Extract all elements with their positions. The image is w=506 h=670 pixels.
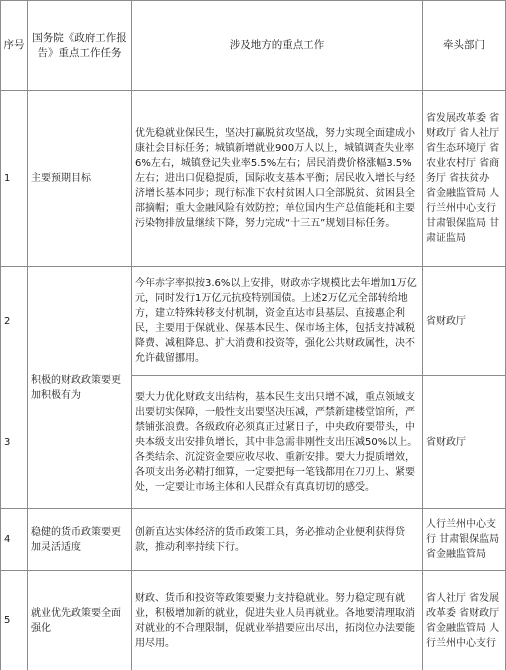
row-lead-dept: 省人社厅 省发展改革委 省财政厅 省金融监管局 人行兰州中心支行 [426, 592, 500, 649]
row-task: 稳健的货币政策要更加灵活适度 [31, 526, 121, 553]
row-local-work: 今年赤字率拟按3.6%以上安排，财政赤字规模比去年增加1万亿元，同时发行1万亿元抗疫特别国债。上述2万亿元全部转给地方，建立特殊转移支付机制，资金直达市县基层、直接惠企利民，主要用于保就业、保基本民生、保市场主体，包括支持减税降费、减租降息、扩大消费和投资等，强化公共财政属性，决不允许截留挪用。 [135, 278, 417, 364]
row-number: 4 [4, 534, 11, 545]
header-lead-dept: 牵头部门 [443, 39, 485, 51]
row-local-work: 财政、货币和投资等政策要聚力支持稳就业。努力稳定现有就业，积极增加新的就业，促进失业人员再就业。各地要清理取消对就业的不合理限制，促就业举措要应出尽出，拓岗位办法要能用尽用。 [135, 592, 415, 649]
row-number: 2 [4, 315, 11, 327]
row-lead-dept: 省财政厅 [426, 315, 466, 327]
row-local-work: 要大力优化财政支出结构，基本民生支出只增不减，重点领域支出要切实保障，一般性支出要坚决压减，严禁新建楼堂馆所，严禁铺张浪费。各级政府必须真正过紧日子，中央政府要带头，中央本级支出安排负增长，其中非急需非刚性支出压减50%以上。各类结余、沉淀资金要应收尽收、重新安排。要大力提质增效，各项支出务必精打细算，一定要把每一笔钱都用在刀刃上、紧要处，一定要让市场主体和人民群众有真真切切的感受。 [135, 391, 418, 493]
header-task: 国务院《政府工作报告》重点工作任务 [32, 31, 127, 59]
row-task: 就业优先政策要全面强化 [31, 607, 121, 634]
header-no: 序号 [3, 39, 25, 51]
row-local-work: 优先稳就业保民生，坚决打赢脱贫攻坚战，努力实现全面建成小康社会目标任务；城镇新增就业900万人以上，城镇调查失业率6%左右，城镇登记失业率5.5%左右；居民消费价格涨幅3.5%左右；进出口促稳提质，国际收支基本平衡；居民收入增长与经济增长基本同步；现行标准下农村贫困人口全部脱贫、贫困县全部摘帽；重大金融风险有效防控；单位国内生产总值能耗和主要污染物排放量继续下降，努力完成“十三五”规划目标任务。 [135, 128, 415, 229]
row-number: 5 [4, 615, 11, 626]
row-task: 主要预期目标 [31, 173, 91, 184]
row-number: 3 [4, 436, 11, 448]
row-local-work: 创新直达实体经济的货币政策工具，务必推动企业便利获得贷款，推动利率持续下行。 [135, 526, 405, 553]
row-number: 1 [4, 173, 11, 184]
row-lead-dept: 省发展改革委 省财政厅 省人社厅 省生态环境厅 省农业农村厅 省商务厅 省扶贫办 省金融监管局 人行兰州中心支行 甘肃银保监局 甘肃证监局 [426, 113, 500, 244]
header-local-work: 涉及地方的重点工作 [229, 39, 325, 51]
row-lead-dept: 省财政厅 [426, 436, 466, 448]
row-task: 积极的财政政策要更加积极有为 [31, 374, 121, 401]
row-lead-dept: 人行兰州中心支行 甘肃银保监局 省金融监管局 [426, 519, 500, 560]
